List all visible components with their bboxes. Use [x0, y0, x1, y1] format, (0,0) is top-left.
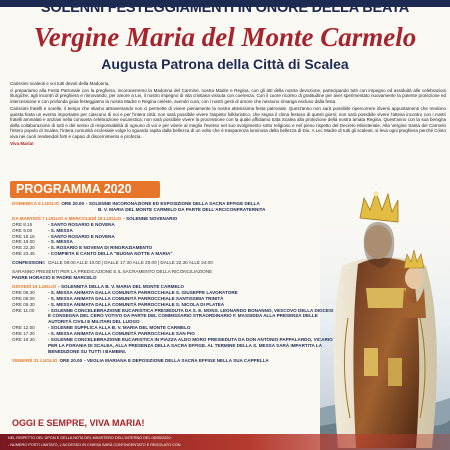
programma-title: PROGRAMMA 2020 — [16, 182, 132, 196]
list-item: ORE 08.00 - S. MESSA ANIMATA DALLA COMUNITÀ PARROCCHIALE SANTISSIMA TRINITÀ — [12, 295, 224, 301]
day-label: GIOVEDÌ 16 LUGLIO — [12, 283, 57, 289]
list-item: ORE 12.00 - SOLENNE SUPPLICA ALLA B. V. MARIA DEL MONTE CARMELO — [12, 325, 191, 331]
header-line1: SOLENNI FESTEGGIAMENTI IN ONORE DELLA BEATA — [40, 0, 410, 16]
list-item: ORE 17.30 - S. MESSA ANIMATA DALLA COMUNITÀ PARROCCHIALE SAN PIO — [12, 331, 195, 337]
event-desc: B. V. MARIA DEL MONTE CARMELO DA PARTE DELL'ARCICONFRATERNITA — [98, 206, 266, 212]
schedule-sun5-cont — [12, 207, 337, 213]
event-desc: - SOLENNE INCORONAZIONE ED ESPOSIZIONE DELLA SACRA EFFIGE DELLA — [86, 201, 260, 206]
confessioni-label: CONFESSIONI: — [12, 260, 46, 266]
list-item: ORE 06.30 - S. MESSA ANIMATA DALLA COMUNITÀ PARROCCHIALE S. GIUSEPPE LAVORATORE — [12, 289, 238, 295]
header-title: Vergine Maria del Monte Carmelo — [33, 22, 417, 52]
day-label: DA MARTEDÌ 7 LUGLIO A MERCOLEDÌ 15 LUGLIO — [12, 215, 122, 221]
predicazione-line2: PADRE HORACIO E PADRE MARCELO — [12, 274, 97, 280]
day-label: DOMENICA 5 LUGLIO — [12, 201, 60, 206]
day-label: VENERDÌ 31 LUGLIO — [12, 357, 58, 363]
event-desc: - VEGLIA MARIANA E DEPOSIZIONE DELLA SACRA EFFIGE NELLA SUA CAPPELLA — [84, 357, 269, 363]
list-item: ORE 09.30 - S. MESSA ANIMATA DALLA COMUNITÀ PARROCCHIALE S. NICOLA DI PLATEA — [12, 301, 225, 307]
predicazione-line1: SARANNO PRESENTI PER LA PREDICAZIONE E IL SACRAMENTO DELLA RICONCILIAZIONE — [12, 269, 213, 275]
intro-paragraph-2: Carissimi fratelli e sorelle, il tempo che stiamo attraversando non ci permette di vivere pienamente la nostra attesissima festa patronale. Quest'anno non sarà possibile ripercorrere diversi appuntamenti che rendono questa festa un evento importante per ciascuno di noi e per l'intera città; non sarà possibile vivere l'aspetto folkloristico, che segna il clima festoso di questi giorni; non sarà possibile vivere l'attesa incontro con i nostri fratelli ammalati e anziani nella consueta celebrazione eucaristica; non sarà possibile vivere la processione con la quale affidiamo tutta Scalea alla protezione della nostra amata Regina. Quest'anno con la sua benigna della collaborazione di tutti e del senso di responsabilità di ognuno di voi e per vivere al meglio l'evento nel suo svolgimento sotto religioso e nel pieno rispetto del Decreto Ministeriale. Alla Vergine Santa del Carmelo l'intero popolo di Scalea, l'intera comunità ecclesiale volge lo sguardo rapita dalla bellezza di un volto che è trasparenza luminosa della bellezza di Dio. A Lei, Madre di tutti gli scaleoti, si leva ogni preghiera perché Cristo viva nei cuori rendendoli forti e capaci di discernimento e profezia. — [10, 105, 446, 139]
event-title: - SOLENNITÀ DELLA B. V. MARIA DEL MONTE CARMELO — [58, 283, 184, 289]
schedule — [12, 201, 337, 364]
list-item: ORE 19.30 - SOLENNE CONCELEBRAZIONE EUCARISTICA IN PIAZZA ALDO MORO PRESIEDUTA DA DON ANTONIO PAPPALARDO, VICARIO PER LA FORANIA DI SCALEA, ALLA PRESENZA DELLA SACRA EFFIGE. AL TERMINE DELLA S. MESSA SARÀ IMPARTITA LA BENEDIZIONE SU TUTTI I BAMBINI. — [12, 337, 333, 354]
programma-badge — [10, 181, 160, 198]
list-item: ORE 22.30 - S. ROSARIO E NOVENA DI RINGRAZIAMENTO — [12, 245, 153, 251]
intro-closing: Viva Maria! — [10, 140, 34, 146]
list-item: ORE 18.15 - SANTO ROSARIO E NOVENA — [12, 233, 115, 239]
list-item: ORE 8.15 - SANTO ROSARIO E NOVENA — [12, 221, 115, 227]
schedule-fri31 — [12, 358, 337, 364]
footer-notice — [0, 434, 450, 450]
time: ORE 20.00 — [59, 357, 83, 363]
closing-slogan: OGGI E SEMPRE, VIVA MARIA! — [12, 418, 145, 428]
header-subtitle: Augusta Patrona della Città di Scalea — [101, 56, 349, 72]
time: ORE 20.00 — [61, 201, 85, 206]
madonna-statue-image — [320, 168, 450, 450]
intro-greeting: Carissimi scaleoti e voi tutti devoti della Madonna, — [10, 81, 110, 86]
list-item: ORE 11.00 - SOLENNE CONCELEBRAZIONE EUCARISTICA PRESIEDUTA DA S. E. MONS. LEONARDO BONANNO, VESCOVO DELLA DIOCESI E CONSEGNA DEL CERO VOTIVO DA PARTE DEL COMMISSARIO STRAORDINARIO F. MASSIDDA ALLA PRESENZA DELLE AUTORITÀ CIVILI E MILITARI DEL LUOGO — [12, 307, 334, 325]
footer-line1: NEL RISPETTO DEL DPCM E DELLA NOTA DEL MINISTERO DELL'INTERNO DEL 06/05/2020: — [8, 436, 172, 440]
confessioni-hours: DALLE 08.00 ALLE 10.00 | DALLE 17.30 ALLE 20.00 | DALLE 22.30 ALLE 24.00 — [48, 260, 213, 266]
event-title: - SOLENNE NOVENARIO — [123, 215, 178, 221]
intro-letter — [10, 81, 446, 148]
intro-paragraph-1: ci prepariamo alla Festa Patronale con la preghiera, incoronerremo la Madonna del Carmine, nostra Madre e Regina, con gli atti della nostra devozione, partecipando tutti con impegno ed assiduità alle celebrazioni liturgiche, agli incontri di preghiera e rinnovando, per amore a Lei, il nostro impegno di vita cristiana vissuta con coerenza. Con il cuore ricolmo di gratitudine per aver sperimentato nuovamente la potente protezione ed intercessione e con profonda gioia festeggiamo la nostra Madre e Regina celeste, avendo cura, con i nostri gesti di amore che nessuno rimanga escluso dalla festa. — [10, 87, 446, 105]
footer-line2: - NUMERO POSTI LIMITATO, L'ACCESSO IN CHIESA SARÀ CONTINGENTATO E REGOLATO CON — [8, 442, 181, 447]
list-item: ORE 23.45 - COMPIETA E CANTO DELLA "BUONA NOTTE A MARIA" — [12, 251, 173, 257]
list-item: ORE 19.00 - S. MESSA — [12, 239, 73, 245]
list-item: ORE 9.00 - S. MESSA — [12, 227, 73, 233]
confessioni — [12, 260, 337, 266]
